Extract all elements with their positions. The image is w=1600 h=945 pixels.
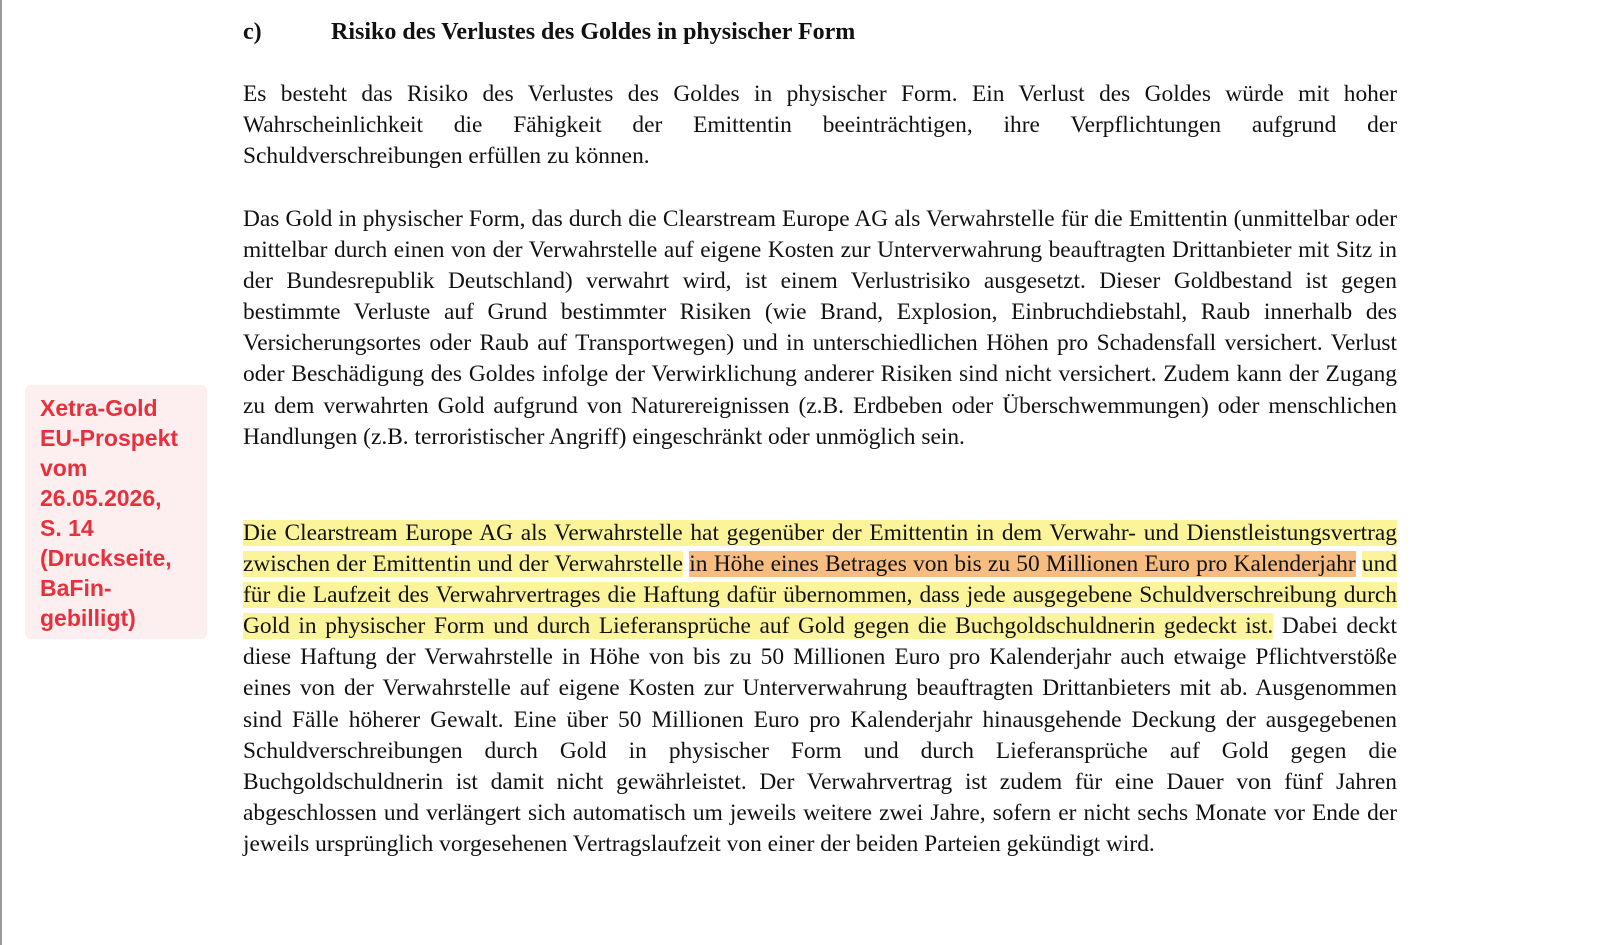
- annotation-line: BaFin-: [40, 575, 112, 601]
- page-left-border: [0, 0, 2, 945]
- highlight-yellow-end: und für die Laufzeit des Verwahrvertrages die Haftung dafür übernommen, dass jede ausgegebene Schuldverschreibung durch Gold in physischer Form und durch Lieferansprüche auf Gold gegen die Buchgoldschuldnerin gedeckt ist.: [243, 551, 1398, 640]
- section-title: Risiko des Verlustes des Goldes in physischer Form: [331, 19, 856, 45]
- paragraph-2: Das Gold in physischer Form, das durch die Clearstream Europe AG als Verwahrstelle für die Emittentin (unmittelbar oder mittelbar durch einen von der Verwahrstelle auf eigene Kosten zur Unterverwahrung beauftragten Drittanbieter mit Sitz in der Bundesrepublik Deutschland) verwahrt wird, ist einem Verlustrisiko ausgesetzt. Dieser Goldbestand ist gegen bestimmte Verluste auf Grund bestimmter Risiken (wie Brand, Explosion, Einbruchdiebstahl, Raub innerhalb des Versicherungsortes oder Raub auf Transportwegen) und in unterschiedlichen Höhen pro Schadensfall versichert. Verlust oder Beschädigung des Goldes infolge der Verwirklichung anderer Risiken sind nicht versichert. Zudem kann der Zugang zu dem verwahrten Gold aufgrund von Naturereignissen (z.B. Erdbeben oder Überschwemmungen) oder menschlichen Handlungen (z.B. terroristischer Angriff) eingeschränkt oder unmöglich sein.: [243, 206, 1397, 450]
- highlight-yellow-start: Die Clearstream Europe AG als Verwahrstelle hat gegenüber der Emittentin in dem Verwahr- und Dienstleistungsvertrag zwischen der Emittentin und der Verwahrstelle: [243, 520, 1397, 578]
- annotation-line: 26.05.2026,: [40, 485, 162, 511]
- annotation-line: Xetra-Gold: [40, 395, 158, 421]
- section-number: c): [243, 19, 262, 45]
- annotation-line: gebilligt): [40, 605, 136, 631]
- annotation-line: vom: [40, 455, 88, 481]
- annotation-line: (Druckseite,: [40, 545, 172, 571]
- highlight-orange-amount: in Höhe eines Betrages von bis zu 50 Millionen Euro pro Kalenderjahr: [689, 551, 1356, 578]
- annotation-line: S. 14: [40, 515, 94, 541]
- paragraph-3-rest: Dabei deckt diese Haftung der Verwahrstelle in Höhe von bis zu 50 Millionen Euro pro Kalenderjahr auch etwaige Pflichtverstöße eines von der Verwahrstelle auf eigene Kosten zur Unterverwahrung beauftragten Drittanbieters mit ab. Ausgenommen sind Fälle höherer Gewalt. Eine über 50 Millionen Euro pro Kalenderjahr hinausgehende Deckung der ausgegebenen Schuldverschreibungen durch Gold in physischer Form und durch Lieferansprüche auf Gold gegen die Buchgoldschuldnerin ist damit nicht gewährleistet. Der Verwahrvertrag ist zudem für eine Dauer von fünf Jahren abgeschlossen und verlängert sich automatisch um jeweils weitere zwei Jahre, sofern er nicht sechs Monate vor Ende der jeweils ursprünglich vorgesehenen Vertragslaufzeit von einer der beiden Parteien gekündigt wird.: [243, 613, 1397, 857]
- source-annotation: [25, 385, 207, 639]
- section-heading: [243, 14, 855, 50]
- annotation-line: EU-Prospekt: [40, 425, 179, 451]
- paragraph-3: [243, 518, 1397, 860]
- paragraph-1: Es besteht das Risiko des Verlustes des Goldes in physischer Form. Ein Verlust des Goldes würde mit hoher Wahrscheinlichkeit die Fähigkeit der Emittentin beeinträchtigen, ihre Verpflichtungen aufgrund der Schuldverschreibungen erfüllen zu können.: [243, 81, 1397, 170]
